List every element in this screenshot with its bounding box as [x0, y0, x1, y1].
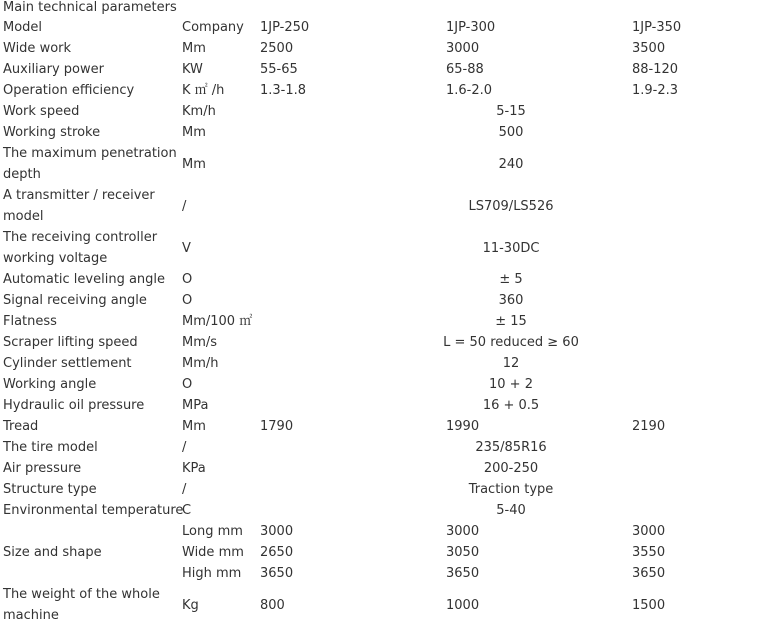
unit-cell: Km/h	[182, 104, 216, 119]
merged-value-cell: ± 15	[495, 314, 527, 329]
parameters-table-body	[0, 17, 765, 626]
param-cell: A transmitter / receiver model	[3, 188, 155, 224]
value-cell-model-2: 3000	[446, 41, 480, 56]
unit-cell: O	[182, 272, 193, 287]
header-model-1: 1JP-250	[260, 20, 310, 35]
table-row	[0, 143, 765, 185]
table-row	[0, 311, 765, 332]
param-cell: Environmental temperature	[3, 503, 184, 518]
table-row	[0, 122, 765, 143]
value-cell-model-3: 1500	[632, 597, 666, 613]
merged-value-cell: 235/85R16	[475, 440, 547, 455]
merged-value-cell: L = 50 reduced ≥ 60	[443, 335, 579, 350]
merged-value-cell: 360	[498, 293, 524, 308]
value-cell-model-3: 3500	[632, 41, 666, 56]
value-cell-model-3: 1.9-2.3	[632, 83, 679, 98]
merged-value-cell: 5-40	[496, 503, 526, 518]
param-cell: Air pressure	[3, 461, 82, 476]
param-cell: Tread	[3, 419, 39, 434]
unit-cell: O	[182, 377, 193, 392]
merged-value-cell: Traction type	[468, 482, 554, 497]
unit-cell: KPa	[182, 461, 206, 476]
table-row	[0, 416, 765, 437]
unit-cell: Wide mm	[182, 545, 244, 560]
unit-cell: KW	[182, 62, 203, 77]
merged-value-cell: LS709/LS526	[468, 198, 554, 214]
param-cell: The weight of the whole machine	[3, 587, 160, 623]
unit-cell: Mm	[182, 41, 206, 56]
value-cell-model-3: 2190	[632, 419, 666, 434]
merged-value-cell: 16 + 0.5	[482, 398, 540, 413]
table-title: Main technical parameters	[3, 0, 177, 15]
value-cell-model-2: 1.6-2.0	[446, 83, 493, 98]
value-cell-model-1: 3650	[260, 566, 294, 581]
table-row	[0, 59, 765, 80]
table-row	[0, 437, 765, 458]
param-cell: The receiving controller working voltage	[3, 230, 158, 266]
value-cell-model-1: 1790	[260, 419, 294, 434]
unit-cell: Mm	[182, 156, 206, 172]
table-row	[0, 101, 765, 122]
param-cell: Auxiliary power	[3, 62, 104, 77]
table-row	[0, 38, 765, 59]
param-cell: Signal receiving angle	[3, 293, 147, 308]
merged-value-cell: 500	[498, 125, 524, 140]
param-cell: The maximum penetration depth	[3, 146, 177, 182]
table-row	[0, 269, 765, 290]
value-cell-model-2: 3050	[446, 545, 480, 560]
header-param: Model	[3, 20, 43, 35]
param-cell: Wide work	[3, 41, 72, 56]
merged-value-cell: 240	[498, 156, 524, 172]
table-row	[0, 227, 765, 269]
param-cell: Operation efficiency	[3, 83, 135, 98]
value-cell-model-1: 2650	[260, 545, 294, 560]
unit-cell: Mm	[182, 419, 206, 434]
value-cell-model-3: 88-120	[632, 62, 679, 77]
param-cell: Scraper lifting speed	[3, 335, 138, 350]
size-shape-label: Size and shape	[3, 545, 102, 560]
table-header-row	[0, 17, 765, 38]
value-cell-model-2: 3650	[446, 566, 480, 581]
unit-cell: High mm	[182, 566, 242, 581]
param-cell: Working stroke	[3, 125, 101, 140]
unit-cell: Mm/h	[182, 356, 219, 371]
unit-cell: /	[182, 440, 187, 455]
merged-value-cell: 11-30DC	[482, 240, 540, 256]
merged-value-cell: 10 + 2	[489, 377, 533, 392]
unit-cell: O	[182, 293, 193, 308]
table-row	[0, 395, 765, 416]
table-row	[0, 521, 765, 542]
header-model-2: 1JP-300	[446, 20, 496, 35]
value-cell-model-1: 800	[260, 597, 285, 613]
unit-cell: K ㎡ /h	[182, 83, 225, 98]
table-row	[0, 374, 765, 395]
merged-value-cell: 200-250	[483, 461, 539, 476]
param-cell: The tire model	[3, 440, 98, 455]
table-row	[0, 290, 765, 311]
header-model-3: 1JP-350	[632, 20, 682, 35]
table-row	[0, 332, 765, 353]
table-row	[0, 185, 765, 227]
table-row	[0, 479, 765, 500]
value-cell-model-3: 3550	[632, 545, 666, 560]
unit-cell: MPa	[182, 398, 209, 413]
param-cell: Automatic leveling angle	[3, 272, 166, 287]
parameters-table	[0, 17, 765, 626]
merged-value-cell: ± 5	[499, 272, 523, 287]
merged-value-cell: 12	[502, 356, 520, 371]
value-cell-model-2: 3000	[446, 524, 480, 539]
param-cell: Working angle	[3, 377, 97, 392]
unit-cell: Mm	[182, 125, 206, 140]
header-unit: Company	[182, 20, 244, 35]
unit-cell: C	[182, 503, 192, 518]
unit-cell: V	[182, 240, 191, 256]
value-cell-model-2: 1000	[446, 597, 480, 613]
value-cell-model-3: 3650	[632, 566, 666, 581]
table-row	[0, 500, 765, 521]
unit-cell: /	[182, 482, 187, 497]
table-row	[0, 80, 765, 101]
unit-cell: Kg	[182, 597, 199, 613]
value-cell-model-2: 65-88	[446, 62, 484, 77]
table-row	[0, 584, 765, 626]
unit-cell: Long mm	[182, 524, 243, 539]
value-cell-model-1: 55-65	[260, 62, 298, 77]
param-cell: Work speed	[3, 104, 80, 119]
param-cell: Hydraulic oil pressure	[3, 398, 145, 413]
table-row	[0, 353, 765, 374]
value-cell-model-1: 2500	[260, 41, 294, 56]
value-cell-model-1: 3000	[260, 524, 294, 539]
merged-value-cell: 5-15	[496, 104, 526, 119]
value-cell-model-3: 3000	[632, 524, 666, 539]
param-cell: Structure type	[3, 482, 97, 497]
unit-cell: Mm/s	[182, 335, 218, 350]
value-cell-model-2: 1990	[446, 419, 480, 434]
value-cell-model-1: 1.3-1.8	[260, 83, 307, 98]
unit-cell: Mm/100 ㎡	[182, 314, 253, 329]
param-cell: Flatness	[3, 314, 57, 329]
param-cell: Cylinder settlement	[3, 356, 132, 371]
unit-cell: /	[182, 198, 187, 214]
table-row	[0, 458, 765, 479]
